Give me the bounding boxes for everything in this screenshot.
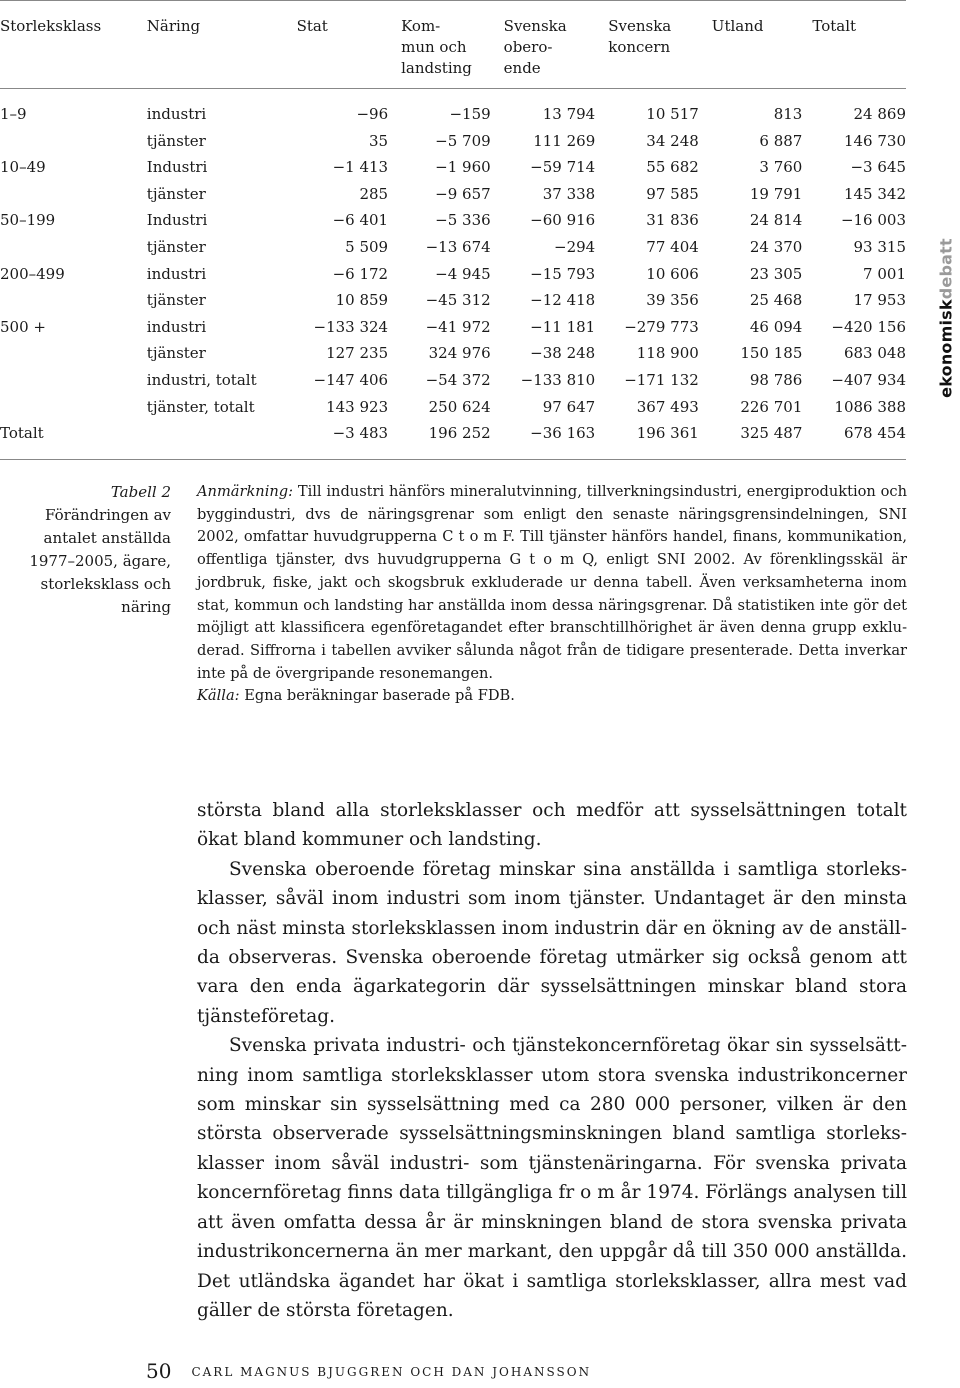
table-cell-independent: −15 793: [530, 264, 596, 283]
table-cell-state: 10 859: [335, 291, 389, 310]
table-caption-line: storleksklass och: [40, 575, 171, 593]
table-cell-group: 367 493: [636, 397, 699, 416]
data-table: [0, 0, 906, 460]
table-cell-state: −133 324: [313, 317, 389, 336]
table-cell-industry: industri: [146, 264, 207, 283]
table-cell-group: 10 517: [646, 105, 699, 123]
header-independent-line: ende: [503, 59, 541, 77]
note-label: Anmärkning:: [197, 483, 294, 500]
table-cell-state: 5 509: [345, 237, 389, 256]
table-row: [0, 340, 906, 367]
header-swedish-group: [595, 1, 699, 89]
table-row: [0, 128, 906, 155]
table-row: [0, 181, 906, 208]
source-text: Egna beräkningar baserade på FDB.: [244, 687, 515, 705]
table-cell-foreign: 25 468: [749, 291, 803, 310]
table-cell-municipal: 324 976: [428, 344, 491, 363]
table-cell-size: 200–499: [0, 264, 65, 283]
table-cell-size: [0, 287, 147, 314]
journal-logo-part2: debatt: [936, 238, 956, 300]
table-cell-industry: Industri: [146, 158, 208, 177]
table-cell-foreign: 24 370: [749, 237, 803, 256]
table-cell-municipal: −4 945: [435, 264, 491, 283]
table-cell-industry: tjänster: [146, 291, 206, 310]
table-cell-municipal: 196 252: [388, 420, 491, 459]
journal-logo-part1: ekonomisk: [936, 299, 956, 398]
header-municipal: [388, 1, 491, 89]
table-cell-municipal: 250 624: [428, 397, 491, 416]
table-cell-municipal: −5 709: [435, 131, 491, 150]
table-cell-group: −171 132: [624, 370, 699, 389]
header-state: Stat: [288, 1, 389, 89]
table-cell-total: 17 953: [853, 291, 906, 310]
table-row: [0, 234, 906, 261]
table-cell-state: 127 235: [326, 344, 389, 363]
header-municipal-line: landsting: [401, 59, 472, 77]
page-footer: [146, 1359, 591, 1383]
body-paragraph: Svenska privata industri- och tjänstekoncernföretag ökar sin sysselsättning inom samtliga storleksklasser utom stora svenska industrikoncerner som minskar sin sysselsättning med ca 280 000 personer, vilken är den största observerade sysselsättningsminskningen bland samtliga storleksklasser inom såväl industri- som tjänstenäringarna. För svenska privata koncernföretag finns data tillgängliga fr o m år 1974. Förlängs analysen till att även omfatta dessa år är minskningen bland de stora svenska privata industrikoncernerna än mer markant, den uppgår då till 350 000 anställda. Det utländska ägandet har ökat i samtliga storleksklasser, allra mest vad gäller de största företagen.: [197, 1035, 907, 1321]
table-cell-foreign: 3 760: [759, 158, 803, 177]
table-cell-municipal: −1 960: [435, 158, 491, 177]
table-cell-foreign: 325 487: [699, 420, 803, 459]
table-cell-size: [0, 128, 147, 155]
table-cell-foreign: 46 094: [749, 317, 803, 336]
table-cell-size: [0, 367, 147, 394]
table-cell-total: 683 048: [843, 344, 906, 363]
table-cell-foreign: 23 305: [749, 264, 803, 283]
table-cell-state: 35: [369, 131, 389, 150]
table-cell-foreign: 813: [773, 105, 803, 123]
table-row: [0, 420, 906, 459]
table-cell-total: 7 001: [863, 264, 906, 283]
table-cell-state: −6 172: [332, 264, 389, 283]
table-row: [0, 89, 906, 128]
table-cell-group: 196 361: [595, 420, 699, 459]
table-cell-size: 500 +: [0, 317, 46, 336]
table-cell-independent: 111 269: [533, 131, 596, 150]
table-cell-total: 1086 388: [834, 397, 906, 416]
table-cell-municipal: −41 972: [425, 317, 491, 336]
table-caption-label: Tabell 2: [110, 483, 171, 501]
table-cell-foreign: 6 887: [759, 131, 803, 150]
table-cell-independent: −294: [554, 237, 596, 256]
journal-logo: [937, 238, 956, 398]
header-municipal-line: Kom-: [401, 17, 441, 35]
table-cell-independent: −12 418: [530, 291, 596, 310]
table-cell-group: 118 900: [636, 344, 699, 363]
table-cell-group: 77 404: [646, 237, 699, 256]
table-cell-state: −3 483: [288, 420, 389, 459]
table-cell-independent: −60 916: [530, 211, 596, 230]
table-cell-group: 10 606: [646, 264, 699, 283]
table-cell-industry: industri: [146, 105, 207, 123]
table-cell-state: 285: [359, 184, 389, 203]
table-caption-line: antalet anställda: [43, 529, 171, 547]
table-cell-total: −407 934: [831, 370, 906, 389]
table-cell-group: 31 836: [646, 211, 699, 230]
table-cell-size: [0, 181, 147, 208]
table-cell-total: 146 730: [843, 131, 906, 150]
table-cell-total: −3 645: [850, 158, 906, 177]
table-cell-size: 10–49: [0, 158, 46, 177]
table-cell-independent: −36 163: [491, 420, 596, 459]
table-cell-industry: [147, 420, 288, 459]
table-cell-independent: −133 810: [520, 370, 596, 389]
body-text: [197, 796, 907, 1325]
table-cell-group: −279 773: [624, 317, 699, 336]
table-cell-industry: tjänster: [146, 184, 206, 203]
table-row: [0, 394, 906, 421]
table-cell-size: [0, 394, 147, 421]
table-cell-group: 55 682: [646, 158, 699, 177]
table-cell-state: −96: [356, 105, 389, 123]
table-row: [0, 154, 906, 181]
table-caption-line: Förändringen av: [45, 506, 171, 524]
table-cell-independent: 37 338: [542, 184, 596, 203]
table-body: [0, 89, 906, 460]
table-cell-size: 1–9: [0, 105, 27, 123]
header-group-line: koncern: [608, 38, 671, 56]
note-text: Till industri hänförs mineralutvinning, tillverkningsindustri, energiproduktion och byggindustri, dvs de näringsgrenar som enligt den senaste näringsgrensindelningen, SNI 2002, omfattar huvudgrupperna C t o m F. Till tjänster hänförs handel, finans, kommunikation, offentliga tjänster, dvs huvudgrupperna G t o m Q, enligt SNI 2002. Av förenklingsskäl är jordbruk, fiske, jakt och skogsbruk exkluderade ur denna tabell. Även verksamheterna inom stat, kommun och landsting har anställda inom dessa näringsgrenar. Då statistiken inte gör det möjligt att klassificera egenföretagandet efter branschtillhörighet är även denna grupp exkluderad. Siffrorna i tabellen avviker sålunda något från de tidigare presenterade. Detta inverkar inte på de övergripande resonemangen.: [197, 483, 907, 682]
table-cell-foreign: 98 786: [749, 370, 803, 389]
table-cell-foreign: 226 701: [740, 397, 803, 416]
table-cell-total: −420 156: [831, 317, 906, 336]
table-cell-total: 145 342: [843, 184, 906, 203]
table-cell-size: Totalt: [0, 420, 147, 459]
table-cell-state: −147 406: [313, 370, 389, 389]
table-cell-state: −6 401: [332, 211, 389, 230]
table-cell-total: 24 869: [853, 105, 906, 123]
table-cell-industry: industri, totalt: [146, 370, 257, 389]
table-caption: [20, 481, 171, 619]
table-caption-line: näring: [121, 598, 171, 616]
table-header-row: [0, 1, 906, 89]
table-caption-line: 1977–2005, ägare,: [29, 552, 171, 570]
table-cell-industry: tjänster: [146, 131, 206, 150]
body-paragraph: Svenska oberoende företag minskar sina anställda i samtliga storleksklasser, såväl inom industri som inom tjänster. Undantaget är den minsta och näst minsta storleksklassen inom industrin där en ökning av de anställda observeras. Svenska oberoende företag utmärker sig också genom att vara den enda ägarkategorin där sysselsättningen minskar bland stora tjänsteföretag.: [197, 858, 907, 1027]
table-cell-industry: industri: [146, 317, 207, 336]
data-table-container: [0, 0, 906, 460]
table-cell-industry: tjänster: [146, 237, 206, 256]
table-cell-group: 39 356: [646, 291, 699, 310]
table-note: [197, 481, 907, 708]
table-cell-group: 34 248: [646, 131, 699, 150]
table-cell-independent: 13 794: [542, 105, 596, 123]
table-cell-foreign: 150 185: [740, 344, 803, 363]
table-cell-total: 678 454: [802, 420, 906, 459]
table-cell-total: 93 315: [853, 237, 906, 256]
table-cell-group: 97 585: [646, 184, 699, 203]
table-cell-municipal: −13 674: [425, 237, 491, 256]
table-cell-state: −1 413: [332, 158, 389, 177]
table-cell-independent: −11 181: [530, 317, 596, 336]
header-municipal-line: mun och: [401, 38, 467, 56]
table-cell-industry: tjänster, totalt: [146, 397, 255, 416]
header-total: Totalt: [802, 1, 906, 89]
table-row: [0, 367, 906, 394]
header-size-class: Storleksklass: [0, 1, 147, 89]
table-cell-size: [0, 234, 147, 261]
header-foreign: Utland: [699, 1, 803, 89]
table-cell-independent: 97 647: [542, 397, 596, 416]
table-cell-municipal: −159: [449, 105, 491, 123]
header-group-line: Svenska: [608, 17, 672, 35]
table-row: [0, 314, 906, 341]
table-cell-state: 143 923: [326, 397, 389, 416]
source-label: Källa:: [197, 687, 240, 705]
table-cell-independent: −59 714: [530, 158, 596, 177]
header-industry: Näring: [147, 1, 288, 89]
table-cell-foreign: 19 791: [749, 184, 803, 203]
header-swedish-independent: [491, 1, 596, 89]
footer-authors: CARL MAGNUS BJUGGREN OCH DAN JOHANSSON: [191, 1365, 592, 1379]
table-cell-industry: Industri: [146, 211, 208, 230]
table-cell-municipal: −5 336: [435, 211, 491, 230]
table-cell-industry: tjänster: [146, 344, 206, 363]
table-cell-size: [0, 340, 147, 367]
table-cell-foreign: 24 814: [749, 211, 803, 230]
table-row: [0, 261, 906, 288]
page-number: 50: [146, 1359, 172, 1383]
table-cell-municipal: −9 657: [435, 184, 491, 203]
table-row: [0, 287, 906, 314]
table-cell-independent: −38 248: [530, 344, 596, 363]
table-row: [0, 207, 906, 234]
table-cell-municipal: −45 312: [425, 291, 491, 310]
body-paragraph: största bland alla storleksklasser och medför att sysselsättningen totalt ökat bland kommuner och landsting.: [197, 800, 907, 851]
header-independent-line: Svenska: [503, 17, 567, 35]
table-cell-size: 50–199: [0, 211, 56, 230]
table-cell-total: −16 003: [840, 211, 906, 230]
table-cell-municipal: −54 372: [425, 370, 491, 389]
header-independent-line: obero-: [503, 38, 553, 56]
